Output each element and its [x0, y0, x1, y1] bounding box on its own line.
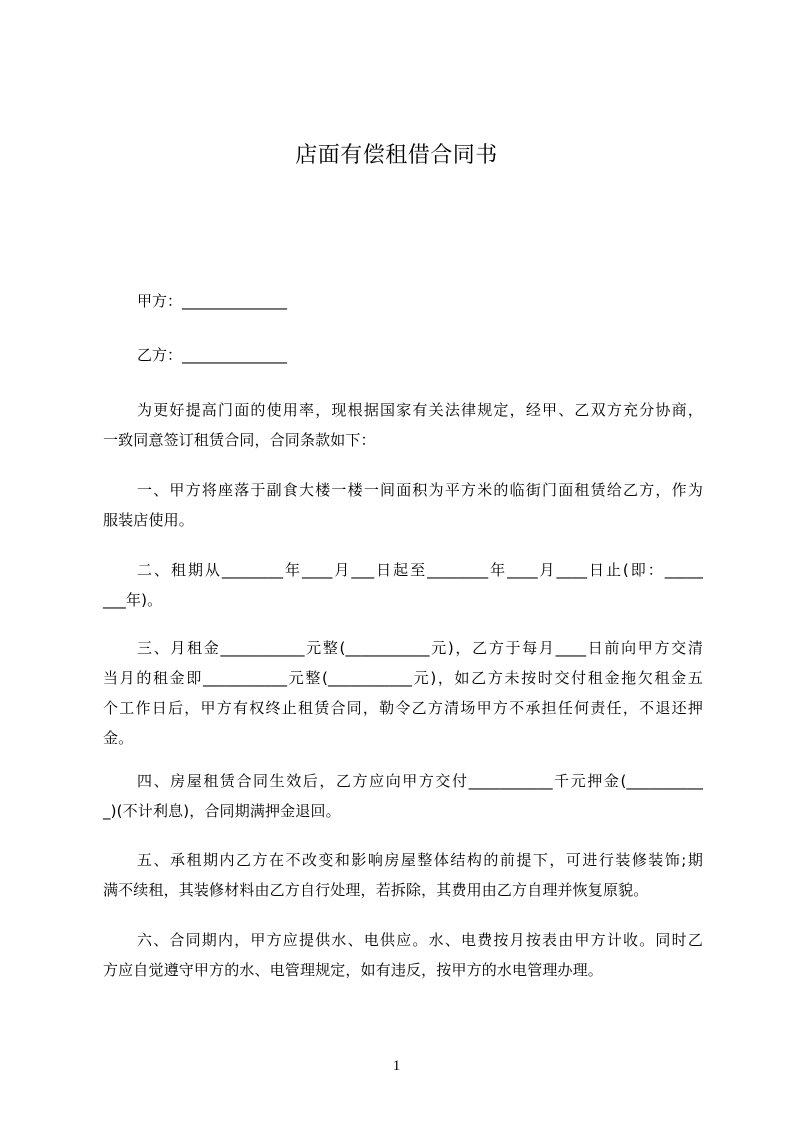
clause-4-line-1: 四、房屋租赁合同生效后，乙方应向甲方交付___________千元押金(__________ — [137, 772, 703, 790]
clause-1-line-1: 一、甲方将座落于副食大楼一楼一间面积为平方米的临街门面租赁给乙方，作为 — [137, 481, 703, 499]
page-number: 1 — [392, 1058, 401, 1074]
clause-6-paragraph — [103, 925, 703, 985]
clause-3-paragraph — [103, 633, 703, 753]
clause-4-paragraph — [103, 766, 703, 826]
clause-3-line-4: 金。 — [103, 729, 134, 747]
party-a-line: 甲方：______________ — [137, 292, 288, 310]
clause-3-line-3: 个工作日后，甲方有权终止租赁合同，勒令乙方清场甲方不承担任何责任，不退还押 — [103, 699, 703, 717]
clause-1-line-2: 服装店使用。 — [103, 511, 194, 529]
clause-2-line-2: ___年)。 — [103, 591, 163, 609]
intro-line-1: 为更好提高门面的使用率，现根据国家有关法律规定，经甲、乙双方充分协商， — [137, 401, 703, 419]
clause-2-paragraph — [103, 555, 703, 615]
clause-1-paragraph — [103, 475, 703, 535]
clause-3-line-2: 当月的租金即___________元整(___________元)，如乙方未按时交付租金拖欠租金五 — [103, 669, 703, 687]
clause-5-line-2: 满不续租，其装修材料由乙方自行处理，若拆除，其费用由乙方自理并恢复原貌。 — [103, 881, 649, 899]
clause-6-line-2: 方应自觉遵守甲方的水、电管理规定，如有违反，按甲方的水电管理办理。 — [103, 961, 603, 979]
clause-4-line-2: _)(不计利息)，合同期满押金退回。 — [103, 802, 341, 820]
clause-5-line-1: 五、承租期内乙方在不改变和影响房屋整体结构的前提下，可进行装修装饰;期 — [137, 851, 703, 869]
document-title: 店面有偿租借合同书 — [295, 143, 498, 168]
clause-2-line-1: 二、租期从________年____月___日起至________年____月____日止(即：_____ — [137, 561, 703, 579]
intro-paragraph — [103, 395, 703, 455]
clause-6-line-1: 六、合同期内，甲方应提供水、电供应。水、电费按月按表由甲方计收。同时乙 — [137, 931, 703, 949]
clause-5-paragraph — [103, 845, 703, 905]
clause-3-line-1: 三、月租金___________元整(___________元)，乙方于每月____日前向甲方交清 — [137, 639, 703, 657]
intro-line-2: 一致同意签订租赁合同，合同条款如下： — [103, 431, 376, 449]
party-b-line: 乙方：______________ — [137, 346, 288, 364]
